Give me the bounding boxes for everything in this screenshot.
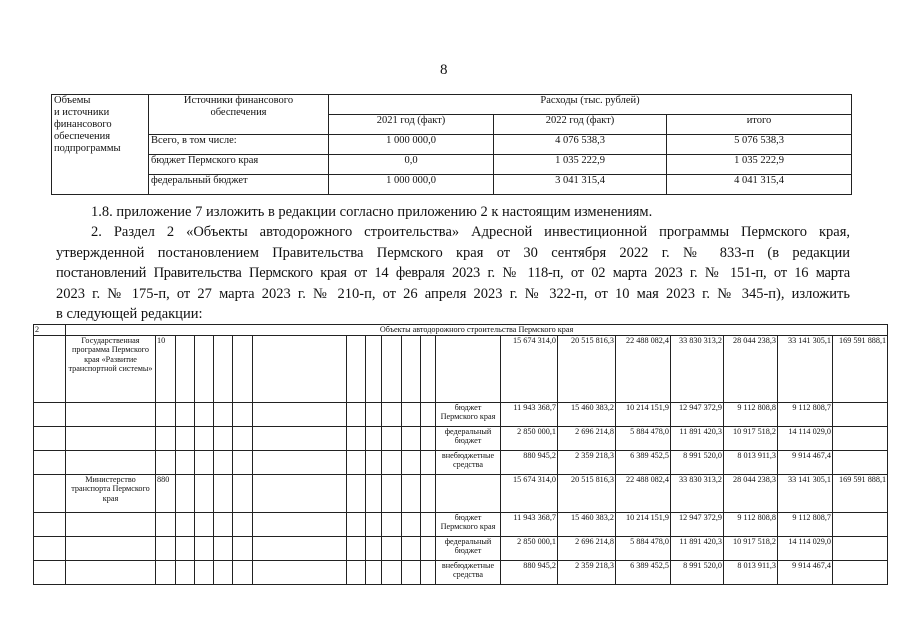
program-total-row — [34, 335, 888, 402]
empty-cell — [833, 450, 888, 474]
year-header: итого — [667, 115, 852, 135]
total-value: 20 515 816,3 — [558, 335, 616, 402]
source-row — [34, 450, 888, 474]
total-value: 22 488 082,4 — [616, 474, 671, 512]
empty-cell — [233, 560, 253, 584]
total-value: 28 044 238,3 — [724, 335, 778, 402]
empty-cell — [253, 512, 347, 536]
source-value: 14 114 029,0 — [778, 426, 833, 450]
source-value: 10 917 518,2 — [724, 536, 778, 560]
empty-cell — [34, 536, 66, 560]
source-label: федеральный бюджет — [149, 175, 329, 195]
source-value: 5 884 478,0 — [616, 536, 671, 560]
empty-cell — [214, 560, 233, 584]
source-value: 10 214 151,9 — [616, 402, 671, 426]
empty-cell — [195, 402, 214, 426]
empty-cell — [382, 536, 402, 560]
empty-cell — [347, 536, 366, 560]
empty-cell — [34, 450, 66, 474]
source-value: 6 389 452,5 — [616, 560, 671, 584]
empty-cell — [233, 450, 253, 474]
source-value: 9 914 467,4 — [778, 560, 833, 584]
program-total-row — [34, 474, 888, 512]
program-code: 880 — [156, 474, 176, 512]
source-value: 2 696 214,8 — [558, 536, 616, 560]
source-row — [34, 426, 888, 450]
value-cell: 3 041 315,4 — [494, 175, 667, 195]
empty-cell — [176, 402, 195, 426]
empty-cell — [233, 426, 253, 450]
empty-cell — [382, 426, 402, 450]
empty-cell — [421, 426, 436, 450]
empty-cell — [402, 512, 421, 536]
empty-cell — [347, 335, 366, 402]
source-row — [34, 402, 888, 426]
empty-cell — [347, 450, 366, 474]
source-value: 9 112 808,7 — [778, 402, 833, 426]
value-cell: 4 076 538,3 — [494, 135, 667, 155]
source-value: 12 947 372,9 — [671, 402, 724, 426]
empty-cell — [195, 426, 214, 450]
source-value: 8 991 520,0 — [671, 560, 724, 584]
empty-cell — [382, 560, 402, 584]
total-value: 33 141 305,1 — [778, 335, 833, 402]
source-value: 12 947 372,9 — [671, 512, 724, 536]
empty-cell — [402, 474, 421, 512]
total-value: 15 674 314,0 — [501, 335, 558, 402]
empty-cell — [253, 560, 347, 584]
empty-cell — [214, 426, 233, 450]
empty-cell — [233, 474, 253, 512]
empty-cell — [176, 335, 195, 402]
source-value: 2 696 214,8 — [558, 426, 616, 450]
empty-cell — [382, 474, 402, 512]
financing-row — [52, 175, 852, 195]
empty-cell — [421, 560, 436, 584]
empty-cell — [233, 512, 253, 536]
section-number: 2 — [34, 325, 66, 336]
empty-cell — [347, 402, 366, 426]
year-header: 2021 год (факт) — [329, 115, 494, 135]
empty-cell — [833, 402, 888, 426]
empty-cell — [34, 474, 66, 512]
empty-cell — [156, 560, 176, 584]
empty-cell — [34, 335, 66, 402]
source-value: 2 359 218,3 — [558, 560, 616, 584]
empty-cell — [34, 512, 66, 536]
empty-cell — [214, 402, 233, 426]
source-value: 11 943 368,7 — [501, 402, 558, 426]
source-value: 2 359 218,3 — [558, 450, 616, 474]
empty-cell — [253, 474, 347, 512]
source-value: 8 991 520,0 — [671, 450, 724, 474]
empty-cell — [34, 426, 66, 450]
empty-cell — [366, 402, 382, 426]
empty-cell — [366, 512, 382, 536]
source-label — [436, 474, 501, 512]
empty-cell — [833, 426, 888, 450]
program-name: Министерство транспорта Пермского края — [66, 474, 156, 512]
value-cell: 4 041 315,4 — [667, 175, 852, 195]
empty-cell — [253, 335, 347, 402]
source-label: бюджет Пермского края — [436, 402, 501, 426]
empty-cell — [176, 426, 195, 450]
section-row — [34, 325, 888, 336]
empty-cell — [382, 402, 402, 426]
empty-cell — [347, 426, 366, 450]
source-value: 880 945,2 — [501, 450, 558, 474]
source-label — [436, 335, 501, 402]
total-value: 20 515 816,3 — [558, 474, 616, 512]
year-header: 2022 год (факт) — [494, 115, 667, 135]
source-value: 8 013 911,3 — [724, 450, 778, 474]
total-value: 15 674 314,0 — [501, 474, 558, 512]
source-value: 2 850 000,1 — [501, 536, 558, 560]
empty-cell — [233, 536, 253, 560]
empty-cell — [253, 536, 347, 560]
source-value: 9 112 808,8 — [724, 402, 778, 426]
empty-cell — [833, 512, 888, 536]
empty-cell — [214, 512, 233, 536]
financing-header-expenses: Расходы (тыс. рублей) — [329, 95, 852, 115]
paragraph-2 — [56, 222, 850, 325]
empty-cell — [833, 560, 888, 584]
source-value: 5 884 478,0 — [616, 426, 671, 450]
value-cell: 0,0 — [329, 155, 494, 175]
value-cell: 1 035 222,9 — [667, 155, 852, 175]
source-value: 9 112 808,7 — [778, 512, 833, 536]
empty-cell — [233, 402, 253, 426]
total-value: 22 488 082,4 — [616, 335, 671, 402]
empty-cell — [156, 450, 176, 474]
source-value: 6 389 452,5 — [616, 450, 671, 474]
empty-cell — [347, 560, 366, 584]
source-value: 11 891 420,3 — [671, 536, 724, 560]
empty-cell — [421, 335, 436, 402]
source-row — [34, 536, 888, 560]
empty-cell — [833, 536, 888, 560]
empty-cell — [366, 560, 382, 584]
program-name: Государственная программа Пермского края «Развитие транспортной системы» — [66, 335, 156, 402]
empty-cell — [214, 450, 233, 474]
empty-cell — [214, 474, 233, 512]
source-value: 880 945,2 — [501, 560, 558, 584]
source-value: 15 460 383,2 — [558, 512, 616, 536]
source-label: внебюджетные средства — [436, 450, 501, 474]
empty-cell — [253, 450, 347, 474]
empty-cell — [347, 474, 366, 512]
empty-cell — [366, 335, 382, 402]
source-value: 11 891 420,3 — [671, 426, 724, 450]
empty-cell — [421, 536, 436, 560]
source-value: 10 917 518,2 — [724, 426, 778, 450]
source-value: 9 914 467,4 — [778, 450, 833, 474]
total-value: 169 591 888,1 — [833, 474, 888, 512]
source-value: 11 943 368,7 — [501, 512, 558, 536]
road-construction-table — [33, 324, 888, 585]
empty-cell — [195, 512, 214, 536]
empty-cell — [382, 450, 402, 474]
source-label: федеральный бюджет — [436, 426, 501, 450]
empty-cell — [402, 402, 421, 426]
value-cell: 5 076 538,3 — [667, 135, 852, 155]
empty-cell — [366, 450, 382, 474]
empty-cell — [176, 536, 195, 560]
total-value: 33 830 313,2 — [671, 335, 724, 402]
empty-cell — [382, 512, 402, 536]
financing-table — [51, 94, 852, 195]
empty-cell — [156, 512, 176, 536]
financing-header-sources: Источники финансового обеспечения — [149, 95, 329, 135]
empty-cell — [421, 474, 436, 512]
empty-cell — [402, 450, 421, 474]
source-value: 2 850 000,1 — [501, 426, 558, 450]
financing-row — [52, 155, 852, 175]
empty-cell — [366, 474, 382, 512]
empty-cell — [34, 402, 66, 426]
empty-cell — [402, 426, 421, 450]
empty-cell — [66, 402, 156, 426]
empty-cell — [253, 426, 347, 450]
empty-cell — [195, 560, 214, 584]
empty-cell — [421, 512, 436, 536]
empty-cell — [253, 402, 347, 426]
section-title: Объекты автодорожного строительства Пермского края — [66, 325, 888, 336]
empty-cell — [156, 536, 176, 560]
source-row — [34, 560, 888, 584]
empty-cell — [233, 335, 253, 402]
page-number: 8 — [440, 62, 448, 78]
source-value: 15 460 383,2 — [558, 402, 616, 426]
paragraph-line: 2023 г. № 175-п, от 27 марта 2023 г. № 210-п, от 26 апреля 2023 г. № 322-п, от 10 мая 2023 г. № 345-п), изложить — [56, 285, 850, 302]
empty-cell — [402, 536, 421, 560]
empty-cell — [66, 450, 156, 474]
empty-cell — [66, 512, 156, 536]
source-label: внебюджетные средства — [436, 560, 501, 584]
empty-cell — [195, 474, 214, 512]
total-value: 169 591 888,1 — [833, 335, 888, 402]
empty-cell — [34, 560, 66, 584]
source-label: Всего, в том числе: — [149, 135, 329, 155]
empty-cell — [176, 560, 195, 584]
program-code: 10 — [156, 335, 176, 402]
empty-cell — [156, 426, 176, 450]
empty-cell — [421, 402, 436, 426]
value-cell: 1 000 000,0 — [329, 135, 494, 155]
paragraph-line: в следующей редакции: — [56, 306, 203, 322]
total-value: 28 044 238,3 — [724, 474, 778, 512]
financing-header-volumes: Объемы и источники финансового обеспечения подпрограммы — [52, 95, 149, 195]
empty-cell — [421, 450, 436, 474]
empty-cell — [176, 474, 195, 512]
empty-cell — [402, 560, 421, 584]
empty-cell — [176, 512, 195, 536]
total-value: 33 141 305,1 — [778, 474, 833, 512]
empty-cell — [366, 426, 382, 450]
source-label: бюджет Пермского края — [149, 155, 329, 175]
value-cell: 1 035 222,9 — [494, 155, 667, 175]
paragraph-line: утвержденной постановлением Правительства Пермского края от 30 сентября 2022 г. № 833-п (в редакции — [56, 244, 850, 261]
empty-cell — [156, 402, 176, 426]
source-label: бюджет Пермского края — [436, 512, 501, 536]
paragraph-line: 2. Раздел 2 «Объекты автодорожного строительства» Адресной инвестиционной программы Пермского края, — [91, 224, 850, 240]
total-value: 33 830 313,2 — [671, 474, 724, 512]
empty-cell — [195, 450, 214, 474]
paragraph-1-8: 1.8. приложение 7 изложить в редакции согласно приложению 2 к настоящим изменениям. — [91, 204, 653, 220]
empty-cell — [214, 536, 233, 560]
financing-row — [52, 135, 852, 155]
empty-cell — [66, 560, 156, 584]
empty-cell — [214, 335, 233, 402]
empty-cell — [366, 536, 382, 560]
empty-cell — [66, 536, 156, 560]
value-cell: 1 000 000,0 — [329, 175, 494, 195]
empty-cell — [347, 512, 366, 536]
empty-cell — [66, 426, 156, 450]
source-value: 14 114 029,0 — [778, 536, 833, 560]
source-value: 8 013 911,3 — [724, 560, 778, 584]
empty-cell — [176, 450, 195, 474]
paragraph-line: постановлений Правительства Пермского края от 14 февраля 2023 г. № 118-п, от 02 марта 2023 г. № 151-п, от 16 марта — [56, 265, 850, 281]
source-row — [34, 512, 888, 536]
empty-cell — [382, 335, 402, 402]
empty-cell — [402, 335, 421, 402]
source-value: 10 214 151,9 — [616, 512, 671, 536]
source-label: федеральный бюджет — [436, 536, 501, 560]
empty-cell — [195, 536, 214, 560]
empty-cell — [195, 335, 214, 402]
source-value: 9 112 808,8 — [724, 512, 778, 536]
